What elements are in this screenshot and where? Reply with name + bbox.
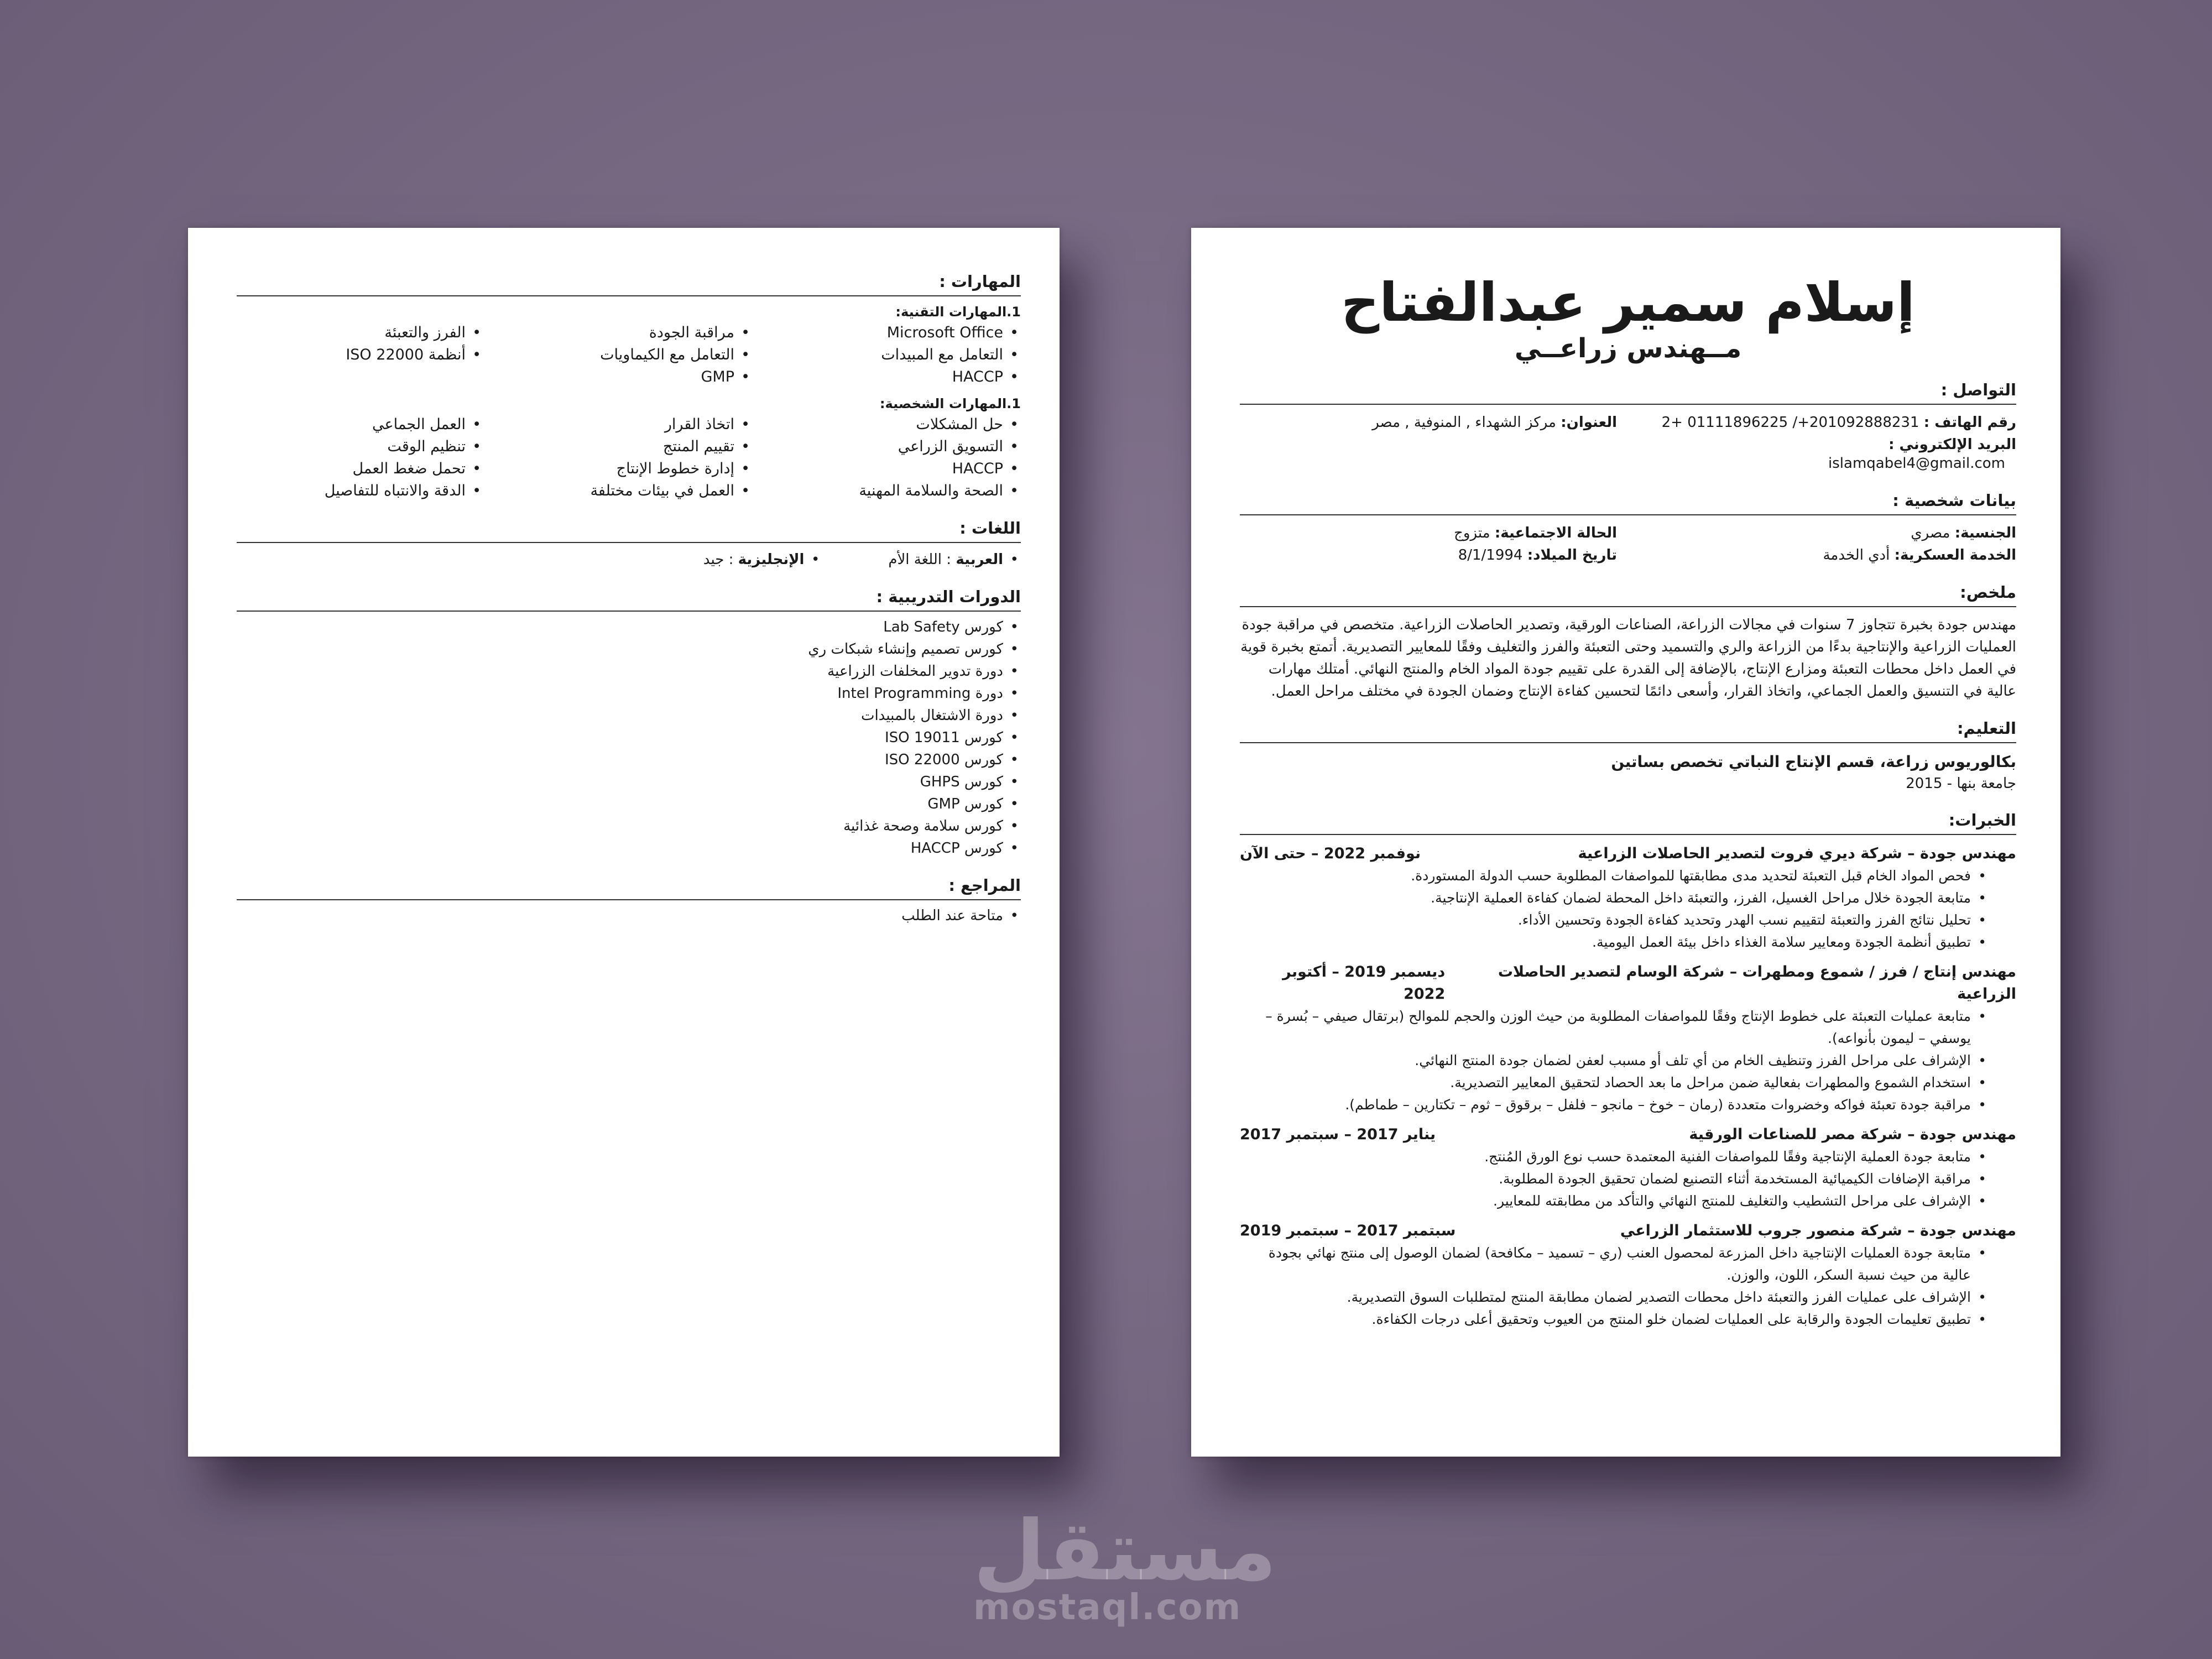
phone-value: 201092888231+/ 01111896225 +2: [1661, 414, 1924, 431]
military-line: [1639, 544, 2016, 566]
phone-line: [1639, 411, 2016, 434]
list-item: • تنظيم الوقت: [237, 436, 483, 458]
marital-line: [1240, 522, 1617, 544]
job-header: [1240, 1124, 2016, 1146]
list-item: • الإشراف على مراحل التشطيب والتغليف للمنتج النهائي والتأكد من مطابقته للمعايير.: [1240, 1190, 1989, 1212]
marital-value: متزوج: [1454, 525, 1495, 541]
job-period: يناير 2017 – سبتمبر 2017: [1240, 1126, 1436, 1143]
military-label: الخدمة العسكرية:: [1894, 547, 2016, 564]
job-duties: [1240, 1005, 2016, 1116]
watermark-url: mostaql.com: [973, 1587, 1242, 1628]
language-name: العربية: [956, 551, 1003, 568]
list-item: • مراقبة الإضافات الكيميائية المستخدمة أثناء التصنيع لضمان تحقيق الجودة المطلوبة.: [1240, 1168, 1989, 1190]
list-item: • مراقبة الجودة: [505, 322, 752, 344]
list-item: • استخدام الشموع والمطهرات بفعالية ضمن مراحل ما بعد الحصاد لتحقيق المعايير التصديرية.: [1240, 1072, 1989, 1094]
list-item: • متابعة الجودة خلال مراحل الغسيل، الفرز، والتعبئة داخل المحطة لضمان كفاءة العملية الإنتاجية.: [1240, 887, 1989, 909]
experience-heading: الخبرات:: [1240, 811, 2016, 835]
list-item: • تطبيق أنظمة الجودة ومعايير سلامة الغذاء داخل بيئة العمل اليومية.: [1240, 931, 1989, 953]
list-item: • تحليل نتائج الفرز والتعبئة لتقييم نسب الهدر وتحديد كفاءة الجودة وتحسين الأداء.: [1240, 909, 1989, 931]
list-item: • متابعة جودة العمليات الإنتاجية داخل المزرعة لمحصول العنب (ري – تسميد – مكافحة) لضمان الوصول إلى منتج نهائي بجودة عالية من حيث نسبة السكر، اللون، والوزن.: [1240, 1242, 1989, 1286]
list-item: • العمل في بيئات مختلفة: [505, 480, 752, 502]
nationality-value: مصري: [1911, 525, 1955, 541]
list-item: • الدقة والانتباه للتفاصيل: [237, 480, 483, 502]
resume-page-2: [188, 228, 1060, 1457]
technical-skills-list: [237, 322, 1021, 388]
education-school: جامعة بنها - 2015: [1906, 775, 2016, 792]
personal-skills-heading: 1.المهارات الشخصية:: [879, 396, 1021, 411]
personal-data: [1240, 522, 2016, 566]
courses-list: [237, 616, 1021, 859]
list-item: • كورس HACCP: [237, 837, 1021, 859]
list-item: • HACCP: [774, 458, 1021, 480]
address-value: مركز الشهداء , المنوفية , مصر: [1372, 414, 1561, 431]
list-item: • التسويق الزراعي: [774, 436, 1021, 458]
courses-heading: الدورات التدريبية :: [237, 587, 1021, 612]
list-item: • أنظمة ISO 22000: [237, 344, 483, 366]
job-duties: [1240, 1146, 2016, 1212]
list-item: • متابعة جودة العملية الإنتاجية وفقًا للمواصفات الفنية المعتمدة حسب نوع الورق المُنتج.: [1240, 1146, 1989, 1168]
contact-heading: التواصل :: [1240, 380, 2016, 405]
birth-value: 8/1/1994: [1458, 547, 1527, 564]
languages-list: [237, 549, 1021, 571]
list-item: • كورس تصميم وإنشاء شبكات ري: [237, 638, 1021, 660]
list-item: • تحمل ضغط العمل: [237, 458, 483, 480]
list-item: • التعامل مع الكيماويات: [505, 344, 752, 366]
phone-label: رقم الهاتف :: [1923, 414, 2016, 431]
list-item: • كورس GMP: [237, 793, 1021, 815]
job-title: مهندس إنتاج / فرز / شموع ومطهرات – شركة الوسام لتصدير الحاصلات الزراعية: [1498, 963, 2016, 1003]
person-job-title: مــهندس زراعــي: [1514, 333, 1742, 364]
list-item: • متاحة عند الطلب: [237, 905, 1021, 927]
list-item: • كورس GHPS: [237, 771, 1021, 793]
list-item: • مراقبة جودة تعبئة فواكه وخضروات متعددة (رمان – خوخ – مانجو – فلفل – برقوق – ثوم – تكتارين – طماطم).: [1240, 1094, 1989, 1116]
list-item: • فحص المواد الخام قبل التعبئة لتحديد مدى مطابقتها للمواصفات المطلوبة حسب الدولة المستوردة.: [1240, 865, 1989, 887]
language-name: الإنجليزية: [738, 551, 805, 568]
list-item: • الصحة والسلامة المهنية: [774, 480, 1021, 502]
list-item: • الإشراف على عمليات الفرز والتعبئة داخل محطات التصدير لضمان مطابقة المنتج لمتطلبات السوق التصديرية.: [1240, 1286, 1989, 1308]
list-item: • الإشراف على مراحل الفرز وتنظيف الخام من أي تلف أو مسبب لعفن لضمان جودة المنتج النهائي.: [1240, 1050, 1989, 1072]
list-item: • تطبيق تعليمات الجودة والرقابة على العمليات لضمان خلو المنتج من العيوب وتحقيق أعلى درجات الكفاءة.: [1240, 1308, 1989, 1331]
list-item: • GMP: [505, 366, 752, 388]
job-title: مهندس جودة – شركة منصور جروب للاستثمار الزراعي: [1620, 1222, 2016, 1239]
list-item: • إدارة خطوط الإنتاج: [505, 458, 752, 480]
summary-heading: ملخص:: [1240, 583, 2016, 607]
list-item: • كورس ISO 22000: [237, 749, 1021, 771]
language-item: [888, 549, 1021, 571]
job-title: مهندس جودة – شركة ديري فروت لتصدير الحاصلات الزراعية: [1578, 845, 2016, 862]
job-period: سبتمبر 2017 – سبتمبر 2019: [1240, 1222, 1456, 1239]
nationality-label: الجنسية:: [1954, 525, 2016, 541]
military-value: أدي الخدمة: [1823, 547, 1895, 564]
job-duties: [1240, 1242, 2016, 1331]
education-degree: بكالوريوس زراعة، قسم الإنتاج النباتي تخصص بساتين: [1611, 753, 2016, 771]
language-item: [703, 549, 822, 571]
list-item: • حل المشكلات: [774, 414, 1021, 436]
list-item: • دورة تدوير المخلفات الزراعية: [237, 660, 1021, 682]
technical-skills-heading: 1.المهارات التقنية:: [895, 304, 1021, 320]
list-item: • كورس ISO 19011: [237, 727, 1021, 749]
language-level: : جيد: [703, 551, 738, 568]
job-period: ديسمبر 2019 – أكتوبر 2022: [1282, 963, 1446, 1003]
list-item: • العمل الجماعي: [237, 414, 483, 436]
address-line: [1240, 411, 1617, 434]
list-item: • كورس سلامة وصحة غذائية: [237, 815, 1021, 837]
list-item: • التعامل مع المبيدات: [774, 344, 1021, 366]
languages-heading: اللغات :: [237, 519, 1021, 543]
job-title: مهندس جودة – شركة مصر للصناعات الورقية: [1689, 1126, 2016, 1143]
mostaql-watermark: [973, 1503, 1277, 1628]
job-duties: [1240, 865, 2016, 953]
birth-label: تاريخ الميلاد:: [1527, 547, 1617, 564]
references-list: [237, 905, 1021, 927]
summary-text: مهندس جودة بخبرة تتجاوز 7 سنوات في مجالات الزراعة، الصناعات الورقية، وتصدير الحاصلات الزراعية. متخصص في مراقبة جودة العمليات الزراعية والإنتاجية بدءًا من الزراعة والري والتسميد وحتى التعبئة والفرز والتغليف وفقًا للمعايير التصديرية. أتمتع بخبرة قوية في العمل داخل محطات التعبئة ومزارع الإنتاج، بالإضافة إلى القدرة على تقييم جودة المواد الخام والمنتج النهائي. أمتلك مهارات عالية في التنسيق والعمل الجماعي، واتخاذ القرار، وأسعى دائمًا لتحسين كفاءة الإنتاج وضمان الجودة في مختلف مراحل العمل.: [1240, 617, 2016, 700]
email-label: البريد الإلكتروني :: [1888, 436, 2016, 453]
personal-data-heading: بيانات شخصية :: [1240, 491, 2016, 515]
language-level: : اللغة الأم: [888, 551, 956, 568]
contact-info: [1240, 411, 2016, 474]
education-heading: التعليم:: [1240, 719, 2016, 743]
job-period: نوفمبر 2022 – حتى الآن: [1240, 845, 1421, 862]
watermark-arabic-logo: مستقل: [973, 1503, 1277, 1599]
resume-page-1: [1191, 228, 2060, 1457]
list-item: • متابعة عمليات التعبئة على خطوط الإنتاج وفقًا للمواصفات المطلوبة من حيث الوزن والحجم للموالح (برتقال صيفي – بُسرة – يوسفي – ليمون بأنواعه).: [1240, 1005, 1989, 1050]
job-header: [1240, 961, 2016, 1005]
skills-heading: المهارات :: [237, 272, 1021, 296]
references-heading: المراجع :: [237, 876, 1021, 900]
email-value[interactable]: islamqabel4@gmail.com: [1828, 455, 2005, 472]
person-name: إسلام سمير عبدالفتاح: [1341, 272, 1915, 333]
birth-line: [1240, 544, 1617, 566]
list-item: • دورة الاشتغال بالمبيدات: [237, 705, 1021, 727]
nationality-line: [1639, 522, 2016, 544]
list-item: • HACCP: [774, 366, 1021, 388]
list-item: • الفرز والتعبئة: [237, 322, 483, 344]
list-item: • كورس Lab Safety: [237, 616, 1021, 638]
marital-label: الحالة الاجتماعية:: [1494, 525, 1617, 541]
list-item: • دورة Intel Programming: [237, 682, 1021, 705]
list-item: • اتخاذ القرار: [505, 414, 752, 436]
list-item: • Microsoft Office: [774, 322, 1021, 344]
personal-skills-list: [237, 414, 1021, 502]
address-label: العنوان:: [1561, 414, 1617, 431]
job-header: [1240, 1220, 2016, 1242]
job-header: [1240, 843, 2016, 865]
list-item: • تقييم المنتج: [505, 436, 752, 458]
